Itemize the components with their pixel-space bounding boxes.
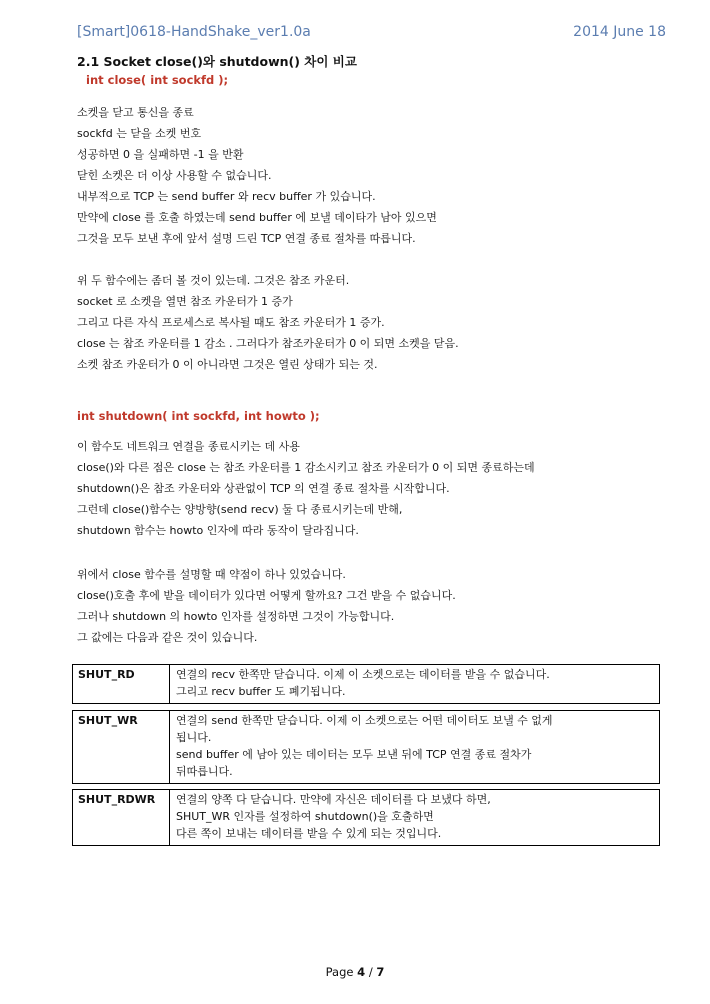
paragraph-line: close()와 다른 점은 close 는 참조 카운터를 1 감소시키고 참조 카운터가 0 이 되면 종료하는데 bbox=[77, 461, 535, 474]
paragraph-line: 소켓을 닫고 통신을 종료 bbox=[77, 106, 194, 119]
howto-option-table-shut-wr bbox=[72, 710, 660, 784]
close-signature: int close( int sockfd ); bbox=[86, 73, 229, 87]
paragraph-line: 위에서 close 함수를 설명할 때 약점이 하나 있었습니다. bbox=[77, 568, 346, 581]
paragraph-line: 그런데 close()함수는 양방향(send recv) 둘 다 종료시키는데 반해, bbox=[77, 503, 403, 516]
page-number bbox=[0, 965, 710, 979]
section-title: 2.1 Socket close()와 shutdown() 차이 비교 bbox=[77, 54, 357, 69]
option-name: SHUT_WR bbox=[73, 711, 170, 784]
document-title: [Smart]0618-HandShake_ver1.0a bbox=[77, 24, 311, 40]
howto-description bbox=[77, 564, 456, 648]
table-row bbox=[73, 711, 660, 784]
paragraph-line: 내부적으로 TCP 는 send buffer 와 recv buffer 가 있습니다. bbox=[77, 190, 376, 203]
description-line: 뒤따릅니다. bbox=[176, 765, 233, 778]
description-line: 연결의 recv 한쪽만 닫습니다. 이제 이 소켓으로는 데이터를 받을 수 없습니다. bbox=[176, 668, 550, 681]
option-description bbox=[170, 790, 660, 846]
close-description bbox=[77, 102, 437, 249]
paragraph-line: 만약에 close 를 호출 하였는데 send buffer 에 보낼 데이타가 남아 있으면 bbox=[77, 211, 437, 224]
paragraph-line: shutdown()은 참조 카운터와 상관없이 TCP 의 연결 종료 절차를 시작합니다. bbox=[77, 482, 450, 495]
table-row bbox=[73, 665, 660, 704]
paragraph-line: close()호출 후에 받을 데이터가 있다면 어떻게 할까요? 그건 받을 수 없습니다. bbox=[77, 589, 456, 602]
description-line: 그리고 recv buffer 도 폐기됩니다. bbox=[176, 685, 346, 698]
page-total: 7 bbox=[376, 965, 385, 979]
paragraph-line: 닫힌 소켓은 더 이상 사용할 수 없습니다. bbox=[77, 169, 272, 182]
howto-option-table-shut-rd bbox=[72, 664, 660, 704]
page-label: Page bbox=[325, 965, 354, 979]
option-name: SHUT_RD bbox=[73, 665, 170, 704]
paragraph-line: 소켓 참조 카운터가 0 이 아니라면 그것은 열린 상태가 되는 것. bbox=[77, 358, 378, 371]
paragraph-line: 그리고 다른 자식 프로세스로 복사될 때도 참조 카운터가 1 증가. bbox=[77, 316, 385, 329]
paragraph-line: sockfd 는 닫을 소켓 번호 bbox=[77, 127, 202, 140]
paragraph-line: 이 함수도 네트워크 연결을 종료시키는 데 사용 bbox=[77, 440, 300, 453]
paragraph-line: 위 두 함수에는 좀더 볼 것이 있는데. 그것은 참조 카운터. bbox=[77, 274, 350, 287]
paragraph-line: 그 값에는 다음과 같은 것이 있습니다. bbox=[77, 631, 258, 644]
howto-option-table-shut-rdwr bbox=[72, 789, 660, 846]
document-date: 2014 June 18 bbox=[573, 24, 666, 40]
description-line: SHUT_WR 인자를 설정하여 shutdown()을 호출하면 bbox=[176, 810, 434, 823]
description-line: 연결의 양쪽 다 닫습니다. 만약에 자신은 데이터를 다 보냈다 하면, bbox=[176, 793, 491, 806]
paragraph-line: close 는 참조 카운터를 1 감소 . 그러다가 참조카운터가 0 이 되면 소켓을 닫음. bbox=[77, 337, 459, 350]
option-name: SHUT_RDWR bbox=[73, 790, 170, 846]
table-row bbox=[73, 790, 660, 846]
shutdown-signature: int shutdown( int sockfd, int howto ); bbox=[77, 409, 320, 423]
description-line: send buffer 에 남아 있는 데이터는 모두 보낸 뒤에 TCP 연결 종료 절차가 bbox=[176, 748, 532, 761]
page-separator: / bbox=[368, 965, 373, 979]
paragraph-line: 성공하면 0 을 실패하면 -1 을 반환 bbox=[77, 148, 244, 161]
reference-counter-description bbox=[77, 270, 459, 375]
description-line: 다른 쪽이 보내는 데이터를 받을 수 있게 되는 것입니다. bbox=[176, 827, 442, 840]
description-line: 됩니다. bbox=[176, 731, 212, 744]
description-line: 연결의 send 한쪽만 닫습니다. 이제 이 소켓으로는 어떤 데이터도 보낼 수 없게 bbox=[176, 714, 553, 727]
shutdown-description bbox=[77, 436, 535, 541]
paragraph-line: shutdown 함수는 howto 인자에 따라 동작이 달라집니다. bbox=[77, 524, 359, 537]
paragraph-line: socket 로 소켓을 열면 참조 카운터가 1 증가 bbox=[77, 295, 293, 308]
option-description bbox=[170, 711, 660, 784]
option-description bbox=[170, 665, 660, 704]
paragraph-line: 그것을 모두 보낸 후에 앞서 설명 드린 TCP 연결 종료 절차를 따릅니다. bbox=[77, 232, 416, 245]
page-current: 4 bbox=[357, 965, 366, 979]
paragraph-line: 그러나 shutdown 의 howto 인자를 설정하면 그것이 가능합니다. bbox=[77, 610, 395, 623]
